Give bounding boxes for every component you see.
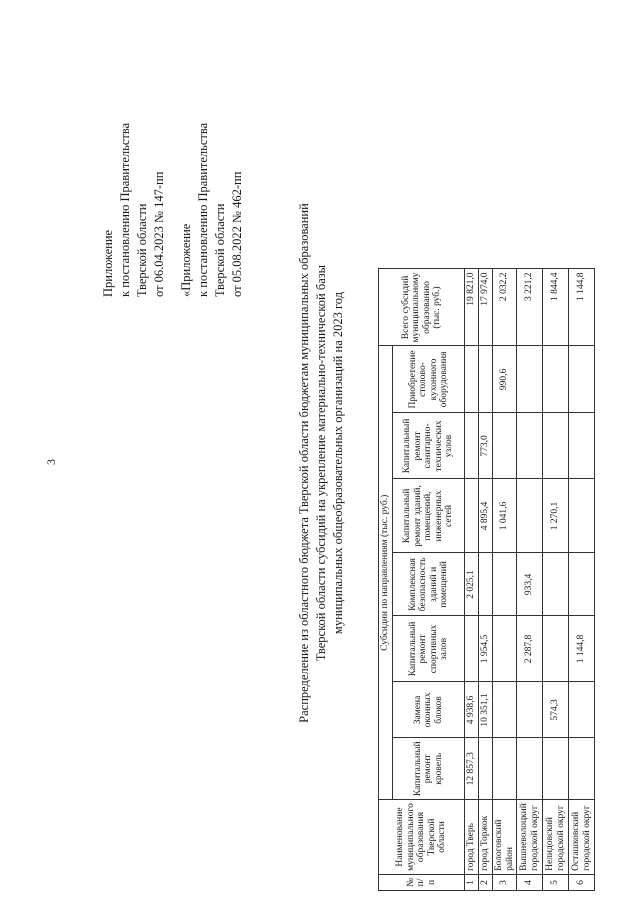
header-name: Наименование муниципального образования Тверской области [379,800,465,875]
header-sport-halls: Капитальный ремонт спортивных залов [393,616,465,682]
row-value [543,413,569,479]
row-total: 1 144,8 [569,269,595,346]
row-value [517,346,543,413]
row-total: 17 974,0 [479,269,493,346]
row-value: 4 895,4 [479,479,493,553]
row-value [569,413,595,479]
heading-line: Распределение из областного бюджета Тверской области бюджетам муниципальных образований [297,203,311,723]
row-value [543,553,569,616]
row-value: 1 041,6 [493,479,517,553]
appendix-line: от 05.08.2022 № 462-пп [230,171,244,297]
row-value [493,738,517,800]
row-num: 2 [479,874,493,890]
row-value [465,346,479,413]
row-value: 574,3 [543,682,569,738]
row-value: 933,4 [517,553,543,616]
row-name: Вышневолоцкий городской округ [517,800,543,875]
row-name: город Тверь [465,800,479,875]
row-value [465,616,479,682]
table-row [465,269,479,891]
row-total: 3 221,2 [517,269,543,346]
row-value [479,553,493,616]
row-value [569,553,595,616]
row-value [517,413,543,479]
row-value [569,738,595,800]
row-value: 10 351,1 [479,682,493,738]
row-value [517,682,543,738]
subsidy-table [378,268,595,891]
appendix-line: Тверской области [213,203,227,297]
row-name: город Торжок [479,800,493,875]
header-kitchen: Приобретение столово-кухонного оборудования [393,346,465,413]
appendix-line: к постановлению Правительства [196,122,210,297]
appendix-current [100,123,168,297]
header-sanitary: Капитальный ремонт санитарно-технических узлов [393,413,465,479]
row-value [517,479,543,553]
appendix-previous [178,123,246,297]
table-row [543,269,569,891]
row-value [465,479,479,553]
row-value [479,346,493,413]
appendix-line: Тверской области [135,203,149,297]
table-row [479,269,493,891]
row-name: Нелидовский городской округ [543,800,569,875]
row-value [569,479,595,553]
row-value [493,682,517,738]
row-value [479,738,493,800]
row-name: Осташковский городской округ [569,800,595,875]
row-num: 3 [493,874,517,890]
heading-line: муниципальных общеобразовательных организаций на 2023 год [331,291,345,635]
row-value: 12 857,3 [465,738,479,800]
page-number: 3 [44,459,58,465]
appendix-line: Приложение [101,229,115,297]
heading-line: Тверской области субсидий на укрепление материально-технической базы [314,264,328,662]
row-value [543,738,569,800]
document-heading [296,103,347,823]
table-row [517,269,543,891]
appendix-line: «Приложение [179,223,193,297]
row-value: 1 954,5 [479,616,493,682]
row-value [543,616,569,682]
row-value: 990,6 [493,346,517,413]
row-total: 2 032,2 [493,269,517,346]
row-value: 2 287,8 [517,616,543,682]
row-total: 1 844,4 [543,269,569,346]
row-num: 6 [569,874,595,890]
row-value: 1 270,1 [543,479,569,553]
table-row [493,269,517,891]
row-value [569,346,595,413]
row-value [543,346,569,413]
row-value: 1 144,8 [569,616,595,682]
row-value [569,682,595,738]
header-windows: Замена оконных блоков [393,682,465,738]
appendix-line: к постановлению Правительства [118,122,132,297]
row-value: 2 025,1 [465,553,479,616]
header-buildings: Капитальный ремонт зданий, помещений, инженерных сетей [393,479,465,553]
row-value [465,413,479,479]
appendix-line: от 06.04.2023 № 147-пп [152,171,166,297]
header-safety: Комплексная безопасность зданий и помещений [393,553,465,616]
row-total: 19 821,0 [465,269,479,346]
row-value [517,738,543,800]
row-value [493,413,517,479]
row-num: 5 [543,874,569,890]
row-name: Бологовский район [493,800,517,875]
row-value: 773,0 [479,413,493,479]
header-total: Всего субсидий муниципальному образованию (тыс. руб.) [379,269,465,346]
header-roofs: Капитальный ремонт кровель [393,738,465,800]
row-value: 4 938,6 [465,682,479,738]
header-num: № п/п [379,874,465,890]
row-num: 1 [465,874,479,890]
header-group: Субсидии по направлениям (тыс. руб.) [379,346,393,800]
row-value [493,553,517,616]
row-num: 4 [517,874,543,890]
row-value [493,616,517,682]
table-row [569,269,595,891]
